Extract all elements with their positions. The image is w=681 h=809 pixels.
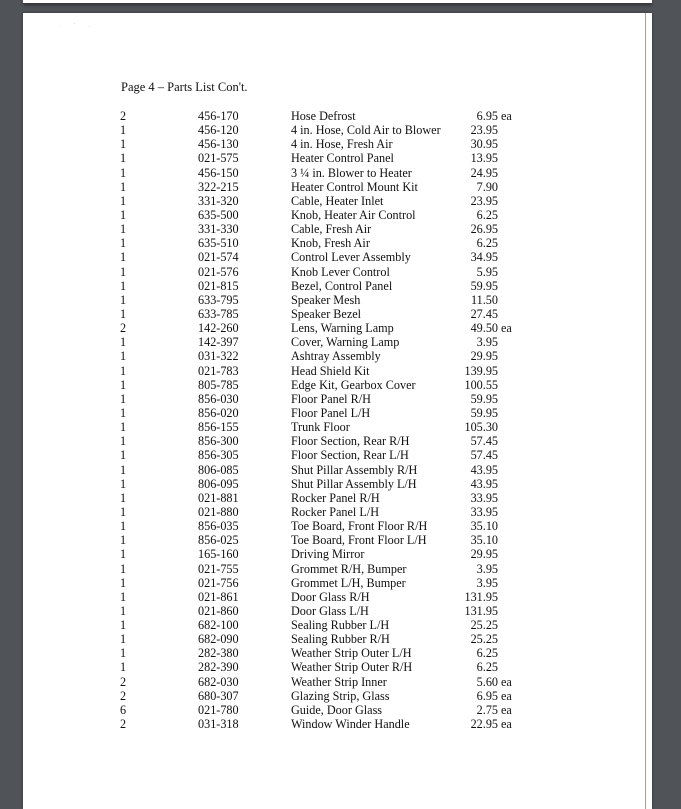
part-number: 021-881 [198,490,239,505]
part-description: 4 in. Hose, Cold Air to Blower [291,123,441,138]
part-number: 142-260 [198,321,239,336]
part-unit: ea [501,321,512,336]
part-quantity: 1 [120,434,127,449]
part-price: 49.50 [470,321,498,336]
parts-row [23,448,652,462]
part-number: 021-815 [198,278,239,293]
part-price: 34.95 [470,250,498,265]
part-number: 282-380 [198,646,239,661]
part-quantity: 1 [120,462,127,477]
part-quantity: 1 [120,504,127,519]
part-description: Control Lever Assembly [291,250,411,265]
part-price: 11.50 [471,292,498,307]
part-number: 856-035 [198,519,239,534]
part-description: Rocker Panel R/H [291,490,380,505]
parts-row [23,151,652,165]
part-number: 682-100 [198,618,239,633]
part-description: Edge Kit, Gearbox Cover [291,377,416,392]
pdf-page [23,13,652,809]
part-price: 6.25 [476,660,498,675]
part-description: Knob, Fresh Air [291,236,370,251]
part-quantity: 1 [120,222,127,237]
parts-row [23,166,652,180]
part-quantity: 1 [120,519,127,534]
parts-row [23,406,652,420]
part-quantity: 1 [120,193,127,208]
parts-row [23,236,652,250]
part-price: 29.95 [470,349,498,364]
part-number: 021-780 [198,702,239,717]
part-price: 35.10 [470,519,498,534]
parts-row [23,604,652,618]
part-number: 282-390 [198,660,239,675]
part-number: 806-095 [198,476,239,491]
part-quantity: 1 [120,646,127,661]
part-number: 456-150 [198,165,239,180]
part-unit: ea [501,717,512,732]
part-price: 59.95 [470,391,498,406]
parts-row [23,222,652,236]
parts-row [23,590,652,604]
part-description: Floor Panel R/H [291,391,371,406]
parts-row [23,293,652,307]
part-number: 031-322 [198,349,239,364]
part-description: Door Glass L/H [291,603,369,618]
parts-row [23,463,652,477]
part-quantity: 1 [120,391,127,406]
parts-row [23,618,652,632]
part-price: 35.10 [470,533,498,548]
part-quantity: 1 [120,292,127,307]
part-description: Trunk Floor [291,420,350,435]
part-price: 13.95 [470,151,498,166]
part-unit: ea [501,702,512,717]
parts-row [23,689,652,703]
part-description: Hose Defrost [291,109,356,123]
parts-row [23,420,652,434]
parts-row [23,109,652,123]
part-description: Guide, Door Glass [291,702,383,717]
part-quantity: 1 [120,264,127,279]
part-price: 5.60 [476,674,498,689]
part-quantity: 1 [120,632,127,647]
parts-row [23,477,652,491]
part-unit: ea [501,674,512,689]
part-quantity: 1 [120,490,127,505]
part-quantity: 1 [120,618,127,633]
parts-row [23,547,652,561]
part-quantity: 1 [120,547,127,562]
part-description: Lens, Warning Lamp [291,321,394,336]
part-description: Head Shield Kit [291,363,370,378]
part-number: 456-120 [198,123,239,138]
part-number: 021-576 [198,264,239,279]
part-quantity: 1 [120,165,127,180]
part-description: Cable, Fresh Air [291,222,372,237]
part-number: 856-155 [198,420,239,435]
part-quantity: 1 [120,250,127,265]
part-quantity: 1 [120,278,127,293]
part-price: 29.95 [470,547,498,562]
part-quantity: 1 [120,151,127,166]
parts-row [23,434,652,448]
part-quantity: 2 [120,674,127,689]
part-description: Bezel, Control Panel [291,278,393,293]
part-description: Grommet L/H, Bumper [291,575,406,590]
part-description: Weather Strip Outer R/H [291,660,413,675]
part-quantity: 1 [120,137,127,152]
parts-row [23,349,652,363]
part-quantity: 1 [120,420,127,435]
parts-row [23,250,652,264]
part-quantity: 2 [120,688,127,703]
parts-row [23,137,652,151]
part-price: 23.95 [470,193,498,208]
part-price: 100.55 [464,377,498,392]
part-quantity: 1 [120,405,127,420]
part-quantity: 1 [120,476,127,491]
part-price: 30.95 [470,137,498,152]
part-price: 139.95 [464,363,498,378]
part-price: 131.95 [464,589,498,604]
part-price: 2.75 [476,702,498,717]
part-number: 142-397 [198,335,239,350]
part-number: 322-215 [198,179,239,194]
part-quantity: 1 [120,377,127,392]
part-quantity: 1 [120,123,127,138]
part-price: 43.95 [470,462,498,477]
part-description: Window Winder Handle [291,717,410,732]
part-quantity: 1 [120,349,127,364]
part-description: Floor Panel L/H [291,405,371,420]
part-price: 27.45 [470,306,498,321]
part-number: 856-030 [198,391,239,406]
part-description: Shut Pillar Assembly L/H [291,476,417,491]
part-quantity: 6 [120,702,127,717]
parts-row [23,335,652,349]
part-price: 6.25 [476,207,498,222]
part-price: 59.95 [470,405,498,420]
part-number: 856-020 [198,405,239,420]
part-price: 6.25 [476,236,498,251]
part-description: 4 in. Hose, Fresh Air [291,137,393,152]
part-number: 680-307 [198,688,239,703]
part-quantity: 1 [120,179,127,194]
part-description: Door Glass R/H [291,589,370,604]
parts-list [23,109,652,731]
parts-row [23,208,652,222]
part-number: 682-090 [198,632,239,647]
parts-row [23,491,652,505]
parts-row [23,717,652,731]
part-number: 031-318 [198,717,239,732]
parts-row [23,675,652,689]
part-price: 6.25 [476,646,498,661]
part-number: 682-030 [198,674,239,689]
part-description: Heater Control Panel [291,151,394,166]
part-number: 021-880 [198,504,239,519]
part-description: Rocker Panel L/H [291,504,379,519]
part-quantity: 1 [120,207,127,222]
part-price: 25.25 [470,618,498,633]
part-unit: ea [501,109,512,123]
part-number: 635-500 [198,207,239,222]
parts-row [23,364,652,378]
part-number: 021-755 [198,561,239,576]
part-description: Toe Board, Front Floor L/H [291,533,427,548]
part-number: 021-575 [198,151,239,166]
part-quantity: 1 [120,589,127,604]
part-price: 57.45 [470,448,498,463]
part-price: 5.95 [476,264,498,279]
parts-row [23,646,652,660]
part-price: 26.95 [470,222,498,237]
part-price: 25.25 [470,632,498,647]
part-description: Sealing Rubber L/H [291,618,390,633]
part-price: 7.90 [476,179,498,194]
part-number: 635-510 [198,236,239,251]
part-price: 6.95 [476,109,498,123]
part-price: 24.95 [470,165,498,180]
part-number: 165-160 [198,547,239,562]
part-description: Driving Mirror [291,547,365,562]
part-price: 43.95 [470,476,498,491]
part-price: 22.95 [470,717,498,732]
previous-page-bottom [23,0,652,3]
part-description: Speaker Bezel [291,306,362,321]
part-description: Floor Section, Rear R/H [291,434,410,449]
part-number: 021-860 [198,603,239,618]
part-description: Knob, Heater Air Control [291,207,416,222]
part-price: 3.95 [476,335,498,350]
part-quantity: 1 [120,448,127,463]
part-number: 331-330 [198,222,239,237]
parts-row [23,505,652,519]
part-number: 456-130 [198,137,239,152]
part-description: Weather Strip Inner [291,674,387,689]
part-price: 6.95 [476,688,498,703]
part-description: 3 ¼ in. Blower to Heater [291,165,412,180]
part-quantity: 2 [120,321,127,336]
part-description: Weather Strip Outer L/H [291,646,412,661]
part-description: Sealing Rubber R/H [291,632,390,647]
part-quantity: 2 [120,109,127,123]
parts-row [23,378,652,392]
part-unit: ea [501,688,512,703]
part-quantity: 2 [120,717,127,732]
part-description: Ashtray Assembly [291,349,381,364]
part-price: 3.95 [476,575,498,590]
part-description: Cable, Heater Inlet [291,193,384,208]
part-price: 105.30 [464,420,498,435]
part-number: 856-305 [198,448,239,463]
part-price: 33.95 [470,490,498,505]
part-quantity: 1 [120,603,127,618]
parts-row [23,703,652,717]
parts-row [23,519,652,533]
part-price: 33.95 [470,504,498,519]
parts-row [23,194,652,208]
part-number: 633-795 [198,292,239,307]
part-number: 805-785 [198,377,239,392]
parts-row [23,660,652,674]
part-price: 23.95 [470,123,498,138]
part-price: 131.95 [464,603,498,618]
parts-row [23,307,652,321]
part-quantity: 1 [120,236,127,251]
part-number: 331-320 [198,193,239,208]
parts-row [23,265,652,279]
part-quantity: 1 [120,306,127,321]
part-description: Speaker Mesh [291,292,361,307]
parts-row [23,321,652,335]
part-number: 021-861 [198,589,239,604]
part-description: Grommet R/H, Bumper [291,561,407,576]
part-number: 456-170 [198,109,239,123]
parts-row [23,123,652,137]
part-description: Floor Section, Rear L/H [291,448,409,463]
parts-row [23,279,652,293]
scan-specks: . ' . [59,23,97,29]
part-quantity: 1 [120,363,127,378]
part-quantity: 1 [120,533,127,548]
parts-row [23,180,652,194]
part-quantity: 1 [120,660,127,675]
part-number: 856-300 [198,434,239,449]
parts-row [23,392,652,406]
part-price: 59.95 [470,278,498,293]
part-price: 57.45 [470,434,498,449]
part-description: Knob Lever Control [291,264,390,279]
parts-row [23,533,652,547]
part-description: Glazing Strip, Glass [291,688,390,703]
part-description: Cover, Warning Lamp [291,335,400,350]
part-price: 3.95 [476,561,498,576]
parts-row [23,562,652,576]
part-description: Heater Control Mount Kit [291,179,418,194]
parts-row [23,632,652,646]
part-description: Shut Pillar Assembly R/H [291,462,418,477]
part-number: 806-085 [198,462,239,477]
part-number: 021-574 [198,250,239,265]
part-description: Toe Board, Front Floor R/H [291,519,428,534]
part-quantity: 1 [120,561,127,576]
part-number: 633-785 [198,306,239,321]
part-quantity: 1 [120,575,127,590]
part-quantity: 1 [120,335,127,350]
parts-row [23,576,652,590]
part-number: 856-025 [198,533,239,548]
part-number: 021-783 [198,363,239,378]
part-number: 021-756 [198,575,239,590]
page-heading: Page 4 – Parts List Con't. [121,80,248,94]
